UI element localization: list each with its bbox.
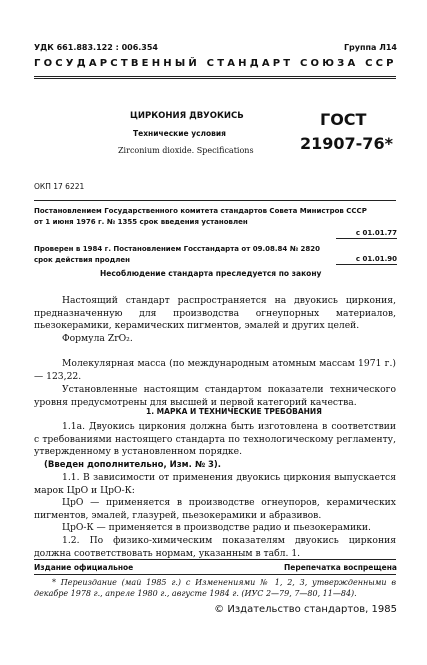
grade-cro-description: ЦрО — применяется в производстве огнеупоров, керамических пигментов, эмалей, глазурей, пьезокерамики и абразивов. [34,497,396,521]
document-title-english: Zirconium dioxide. Specifications [118,146,254,155]
footer-rule-bottom [34,574,396,575]
edition-label: Издание официальное [34,563,134,572]
decree-text [34,206,367,228]
copyright: © Издательство стандартов, 1985 [214,604,397,615]
clause-1-1: 1.1. В зависимости от применения двуокись циркония выпускается марок ЦрО и ЦрО-К: [34,472,396,496]
document-subtitle: Технические условия [133,129,226,138]
decree-line-2: от 1 июня 1976 г. № 1355 срок введения установлен [34,218,248,226]
body-paragraph-molar-mass: Молекулярная масса (по международным атомным массам 1971 г.) — 123,22. [34,358,396,382]
checked-line-2: срок действия продлен [34,256,130,264]
udk-code: УДК 661.883.122 : 006.354 [34,43,158,52]
state-standard-banner: ГОСУДАРСТВЕННЫЙ СТАНДАРТ СОЮЗА ССР [34,58,397,69]
checked-text [34,244,320,266]
body-paragraph-quality: Установленные настоящим стандартом показатели технического уровня предусмотрены для высшей и первой категорий качества. [34,384,396,408]
extended-date-underline [336,264,397,265]
grade-cro-k-description: ЦрО-К — применяется в производстве радио и пьезокерамики. [62,522,371,533]
footer-rule-top [34,559,396,560]
body-paragraph-formula: Формула ZrO₂. [62,333,133,344]
gost-number: 21907-76* [300,134,393,153]
clause-1-2: 1.2. По физико-химическим показателям двуокись циркония должна соответствовать нормам, указанным в табл. 1. [34,535,396,559]
okp-rule [34,200,396,201]
decree-line-1: Постановлением Государственного комитета стандартов Совета Министров СССР [34,207,367,215]
violation-notice: Несоблюдение стандарта преследуется по закону [100,269,322,278]
body-paragraph-scope: Настоящий стандарт распространяется на двуокись циркония, предназначенную для производства огнеупорных материалов, пьезокерамики, керамических пигментов, эмалей и других целей. [34,295,396,332]
header-rule [34,76,396,77]
gost-label: ГОСТ [320,110,367,129]
effective-date: с 01.01.77 [355,229,397,237]
checked-line-1: Проверен в 1984 г. Постановлением Госстандарта от 09.08.84 № 2820 [34,245,321,253]
document-title: ЦИРКОНИЯ ДВУОКИСЬ [130,111,244,121]
group-code: Группа Л14 [343,43,397,52]
effective-date-underline [336,238,397,239]
reissue-footnote: * Переиздание (май 1985 г.) с Изменениями № 1, 2, 3, утвержденными в декабре 1978 г., апреле 1980 г., августе 1984 г. (ИУС 2—79, 7—80, 11—84). [34,578,396,598]
amendment-note: (Введен дополнительно, Изм. № 3). [44,460,222,470]
reprint-notice: Перепечатка воспрещена [283,563,397,572]
okp-code: ОКП 17 6221 [34,182,85,191]
section-heading: 1. МАРКА И ТЕХНИЧЕСКИЕ ТРЕБОВАНИЯ [146,407,322,416]
extended-date: с 01.01.90 [355,255,397,263]
clause-1-1a: 1.1а. Двуокись циркония должна быть изготовлена в соответствии с требованиями настоящего стандарта по технологическому регламенту, утвержденному в установленном порядке. [34,421,396,458]
header-rule-double [34,78,396,79]
